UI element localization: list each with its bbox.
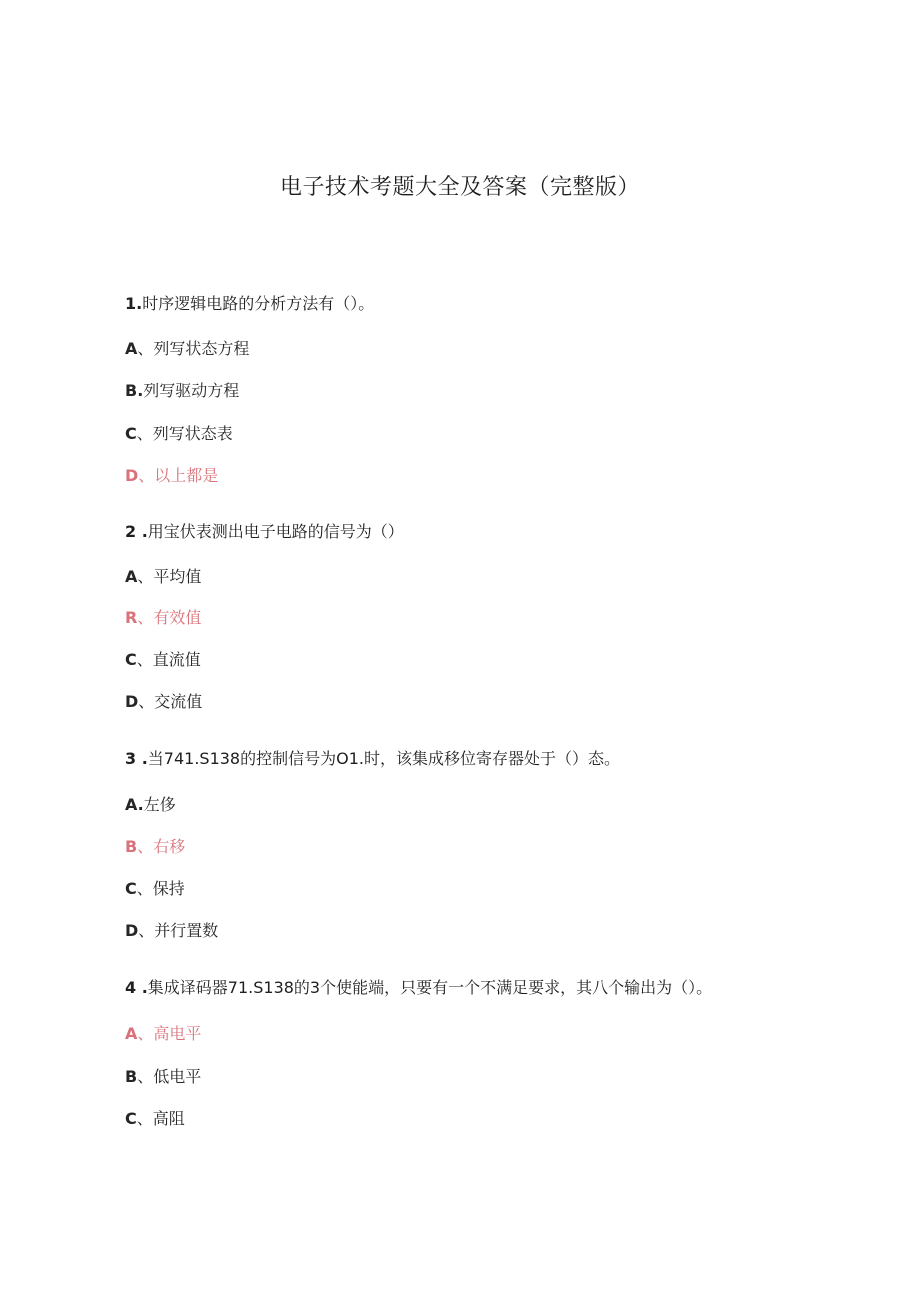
option-separator: 、 (136, 424, 153, 443)
option-text: 有效值 (153, 608, 202, 627)
question-4 (125, 978, 712, 998)
option-2d (125, 692, 202, 712)
question-3 (125, 749, 620, 769)
option-separator: 、 (137, 567, 154, 586)
option-separator: 、 (137, 1067, 154, 1086)
option-label: B (125, 1067, 138, 1086)
option-4a (125, 1024, 201, 1044)
option-3b (125, 837, 185, 857)
question-number: 2 . (125, 522, 148, 541)
question-text: 用宝伏表测出电子电路的信号为（） (147, 522, 404, 541)
option-1b (125, 381, 239, 401)
question-text: 当741.S138的控制信号为O1.时，该集成移位寄存器处于（）态。 (147, 749, 620, 768)
option-2c (125, 650, 201, 670)
option-text: 列写状态方程 (153, 339, 250, 358)
option-text: 并行置数 (154, 921, 219, 940)
option-2a (125, 567, 201, 587)
option-text: 列写驱动方程 (143, 381, 240, 400)
option-1c (125, 424, 233, 444)
option-label: A (125, 567, 138, 586)
question-1 (125, 294, 374, 314)
option-separator: 、 (136, 1109, 153, 1128)
document-title: 电子技术考题大全及答案（完整版） (279, 175, 640, 200)
option-text: 交流值 (154, 692, 203, 711)
option-label: R (125, 608, 138, 627)
option-1a (125, 339, 249, 359)
option-label: C (125, 650, 137, 669)
option-text: 高电平 (153, 1024, 202, 1043)
question-number: 1. (125, 294, 143, 313)
option-3c (125, 879, 185, 899)
option-4b (125, 1067, 201, 1087)
option-label: A (125, 1024, 138, 1043)
option-label: C (125, 879, 137, 898)
option-text: 左侈 (143, 795, 176, 814)
option-separator: 、 (137, 608, 154, 627)
option-2b (125, 608, 201, 628)
option-separator: 、 (136, 650, 153, 669)
option-text: 高阻 (152, 1109, 185, 1128)
question-text: 集成译码器71.S138的3个使能端，只要有一个不满足要求，其八个输出为（）。 (147, 978, 713, 997)
option-1d (125, 466, 218, 486)
option-label: A. (125, 795, 144, 814)
question-number: 4 . (125, 978, 148, 997)
option-label: D (125, 921, 139, 940)
question-2 (125, 522, 404, 542)
option-label: A (125, 339, 138, 358)
question-text: 时序逻辑电路的分析方法有（）。 (142, 294, 375, 313)
option-3a (125, 795, 176, 815)
option-label: C (125, 1109, 137, 1128)
option-separator: 、 (137, 1024, 154, 1043)
option-3d (125, 921, 218, 941)
option-label: C (125, 424, 137, 443)
option-label: D (125, 466, 139, 485)
option-separator: 、 (136, 879, 153, 898)
option-separator: 、 (138, 466, 155, 485)
option-4c (125, 1109, 185, 1129)
option-separator: 、 (138, 692, 155, 711)
option-text: 以上都是 (154, 466, 219, 485)
option-separator: 、 (137, 837, 154, 856)
option-text: 直流值 (152, 650, 201, 669)
option-text: 保持 (152, 879, 185, 898)
option-text: 低电平 (153, 1067, 202, 1086)
option-text: 列写状态表 (152, 424, 233, 443)
option-label: B. (125, 381, 144, 400)
option-label: B (125, 837, 138, 856)
option-label: D (125, 692, 139, 711)
option-separator: 、 (137, 339, 154, 358)
question-number: 3 . (125, 749, 148, 768)
option-text: 右移 (153, 837, 186, 856)
option-text: 平均值 (153, 567, 202, 586)
option-separator: 、 (138, 921, 155, 940)
